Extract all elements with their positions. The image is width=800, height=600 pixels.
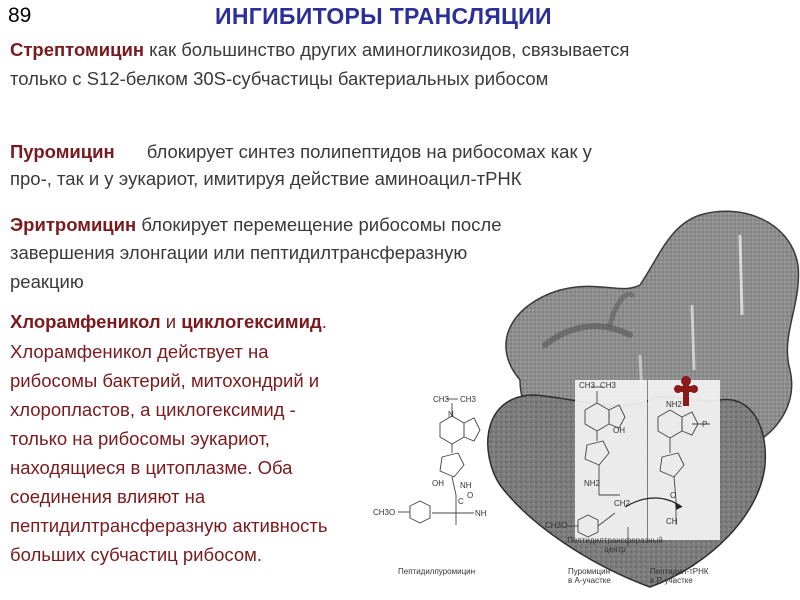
chloramphenicol-line: рибосомы бактерий, митохондрий и [10, 370, 320, 391]
chem-label: OH [432, 479, 444, 488]
slide-title: ИНГИБИТОРЫ ТРАНСЛЯЦИИ [215, 3, 552, 29]
chem-label: CH3 [433, 395, 450, 404]
chloramphenicol-term: Хлорамфеникол [10, 311, 161, 332]
streptomycin-line1-text: как большинство других аминогликозидов, связывается [144, 39, 630, 60]
chem-label: O [670, 491, 677, 500]
chem-label: NH [460, 481, 472, 490]
chloramphenicol-dot: . [321, 311, 327, 332]
puromycin-term: Пуромицин [10, 141, 115, 162]
caption-peptidyl-trna-line2: в Р-участке [650, 576, 693, 585]
caption-peptidylpuromycin: Пептидилпуромицин [398, 567, 476, 576]
caption-center-line1: Пептидилтрансферазный [567, 536, 663, 545]
chem-label: CH3 [600, 381, 617, 390]
caption-peptidyl-trna-line1: Пептидил-тРНК [650, 567, 709, 576]
chem-label: OH [613, 426, 625, 435]
streptomycin-line2: только с S12-белком 30S-субчастицы бактериальных рибосом [10, 68, 549, 89]
chem-label: CH2 [614, 499, 631, 508]
chloramphenicol-line: соединения влияют на [10, 486, 206, 507]
puromycin-line2: про-, так и у эукариот, имитируя действие аминоацил-тРНК [10, 168, 522, 189]
erythromycin-term: Эритромицин [10, 214, 137, 235]
streptomycin-term: Стрептомицин [10, 39, 145, 60]
peptidylpuromycin-structure [398, 399, 480, 525]
caption-puromycin-a-line1: Пуромицин [568, 567, 610, 576]
chloramphenicol-line: пептидилтрансферазную активность [10, 515, 328, 536]
chem-label: CH3 [460, 395, 477, 404]
chloramphenicol-line: находящиеся в цитоплазме. Оба [10, 457, 293, 478]
erythromycin-line2: завершения элонгации или пептидилтрансферазную [10, 242, 468, 263]
caption-puromycin-a-line2: в А-участке [568, 576, 611, 585]
chloramphenicol-line: только на рибосомы эукариот, [10, 428, 270, 449]
ribosome-figure [370, 195, 800, 600]
chem-label: N [448, 410, 454, 419]
chloramphenicol-heading [10, 309, 327, 334]
chem-label: CH3 [579, 381, 596, 390]
chloramphenicol-line: хлоропластов, а циклогексимид - [10, 399, 296, 420]
chem-label: CH3O [545, 521, 568, 530]
erythromycin-line3: реакцию [10, 271, 84, 292]
chloramphenicol-line: больших субчастиц рибосом. [10, 544, 262, 565]
streptomycin-line1 [10, 37, 629, 62]
puromycin-line1 [10, 139, 592, 164]
chem-label: P [702, 420, 708, 429]
cycloheximide-term: циклогексимид [181, 311, 322, 332]
chem-label: NH [475, 509, 487, 518]
chloramphenicol-line: Хлорамфеникол действует на [10, 341, 269, 362]
chem-label: NH2 [584, 479, 601, 488]
chem-label: C [458, 497, 464, 506]
caption-peptidyl-trna [650, 567, 709, 585]
chloramphenicol-conj: и [160, 311, 182, 332]
chem-label: CH [666, 517, 678, 526]
chem-label: O [467, 491, 474, 500]
chem-label: CH3O [373, 508, 396, 517]
chem-label: NH2 [666, 400, 683, 409]
erythromycin-line1-text: блокирует перемещение рибосомы после [136, 214, 502, 235]
caption-center [560, 536, 670, 554]
caption-puromycin-a [568, 567, 611, 585]
slide-number: 89 [8, 4, 32, 27]
puromycin-line1-text: блокирует синтез полипептидов на рибосомах как у [146, 141, 592, 162]
caption-center-line2: центр [604, 545, 626, 554]
